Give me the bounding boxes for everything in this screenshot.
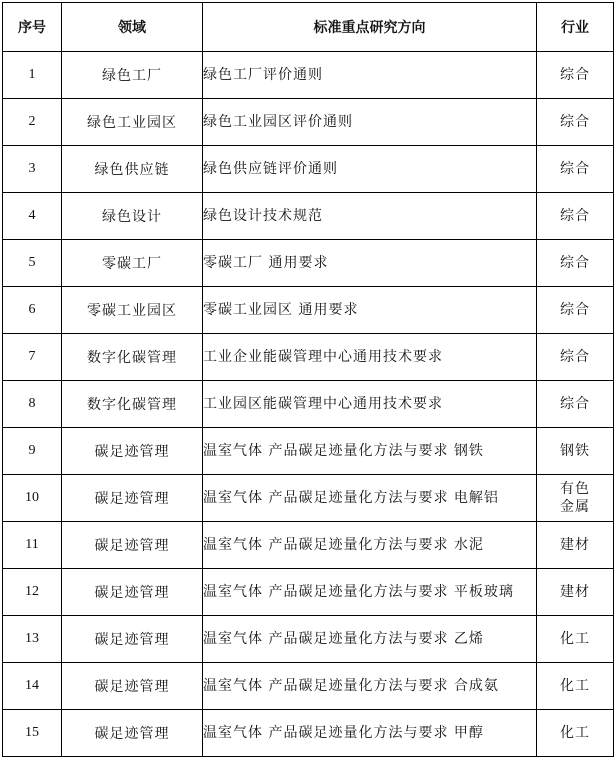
table-row: [3, 193, 614, 240]
cell-industry: [537, 475, 614, 522]
cell-no: 15: [3, 710, 62, 757]
cell-field: 碳足迹管理: [62, 475, 203, 522]
cell-no: 9: [3, 428, 62, 475]
cell-no: 13: [3, 616, 62, 663]
standards-table-container: [2, 2, 613, 757]
cell-direction: 绿色工厂评价通则: [203, 52, 537, 99]
cell-industry: [537, 99, 614, 146]
cell-industry: [537, 569, 614, 616]
industry-label: 综合: [560, 208, 590, 224]
table-row: [3, 522, 614, 569]
cell-field: 零碳工业园区: [62, 287, 203, 334]
industry-label: 化工: [560, 631, 590, 647]
table-row: [3, 710, 614, 757]
industry-label: 综合: [560, 161, 590, 177]
industry-label: 综合: [560, 302, 590, 318]
cell-no: 14: [3, 663, 62, 710]
cell-direction: 温室气体 产品碳足迹量化方法与要求 甲醇: [203, 710, 537, 757]
table-row: [3, 616, 614, 663]
cell-no: 11: [3, 522, 62, 569]
cell-direction: 绿色供应链评价通则: [203, 146, 537, 193]
cell-field: 零碳工厂: [62, 240, 203, 287]
cell-industry: [537, 146, 614, 193]
cell-industry: [537, 193, 614, 240]
cell-field: 碳足迹管理: [62, 663, 203, 710]
cell-direction: 零碳工厂 通用要求: [203, 240, 537, 287]
industry-label: 综合: [560, 114, 590, 130]
cell-direction: 零碳工业园区 通用要求: [203, 287, 537, 334]
header-no: 序号: [3, 3, 62, 52]
table-row: [3, 381, 614, 428]
table-row: [3, 334, 614, 381]
table-row: [3, 52, 614, 99]
cell-field: 碳足迹管理: [62, 569, 203, 616]
cell-field: 绿色设计: [62, 193, 203, 240]
cell-direction: 绿色设计技术规范: [203, 193, 537, 240]
cell-field: 碳足迹管理: [62, 428, 203, 475]
cell-no: 12: [3, 569, 62, 616]
cell-industry: [537, 710, 614, 757]
cell-no: 2: [3, 99, 62, 146]
table-row: [3, 569, 614, 616]
cell-direction: 工业企业能碳管理中心通用技术要求: [203, 334, 537, 381]
industry-label: 钢铁: [560, 443, 590, 459]
cell-direction: 温室气体 产品碳足迹量化方法与要求 平板玻璃: [203, 569, 537, 616]
cell-industry: [537, 663, 614, 710]
cell-no: 8: [3, 381, 62, 428]
cell-field: 绿色工厂: [62, 52, 203, 99]
industry-label: 建材: [560, 584, 590, 600]
industry-label: 有色金属: [560, 481, 590, 515]
cell-direction: 温室气体 产品碳足迹量化方法与要求 乙烯: [203, 616, 537, 663]
cell-field: 绿色供应链: [62, 146, 203, 193]
cell-no: 3: [3, 146, 62, 193]
table-row: [3, 146, 614, 193]
cell-field: 碳足迹管理: [62, 616, 203, 663]
cell-industry: [537, 287, 614, 334]
industry-label: 建材: [560, 537, 590, 553]
standards-table: [2, 2, 614, 757]
cell-field: 绿色工业园区: [62, 99, 203, 146]
industry-label: 综合: [560, 67, 590, 83]
cell-no: 4: [3, 193, 62, 240]
industry-label: 综合: [560, 349, 590, 365]
cell-field: 碳足迹管理: [62, 710, 203, 757]
table-row: [3, 663, 614, 710]
header-field: 领域: [62, 3, 203, 52]
industry-label: 综合: [560, 255, 590, 271]
industry-label: 化工: [560, 725, 590, 741]
header-industry: 行业: [537, 3, 614, 52]
cell-direction: 温室气体 产品碳足迹量化方法与要求 合成氨: [203, 663, 537, 710]
cell-no: 1: [3, 52, 62, 99]
table-row: [3, 99, 614, 146]
cell-no: 5: [3, 240, 62, 287]
table-row: [3, 428, 614, 475]
cell-direction: 温室气体 产品碳足迹量化方法与要求 水泥: [203, 522, 537, 569]
cell-direction: 工业园区能碳管理中心通用技术要求: [203, 381, 537, 428]
industry-label: 化工: [560, 678, 590, 694]
header-direction: 标准重点研究方向: [203, 3, 537, 52]
cell-industry: [537, 334, 614, 381]
cell-no: 6: [3, 287, 62, 334]
table-row: [3, 475, 614, 522]
cell-direction: 温室气体 产品碳足迹量化方法与要求 钢铁: [203, 428, 537, 475]
table-header-row: [3, 3, 614, 52]
cell-industry: [537, 522, 614, 569]
industry-label: 综合: [560, 396, 590, 412]
cell-field: 碳足迹管理: [62, 522, 203, 569]
cell-direction: 绿色工业园区评价通则: [203, 99, 537, 146]
cell-field: 数字化碳管理: [62, 334, 203, 381]
cell-direction: 温室气体 产品碳足迹量化方法与要求 电解铝: [203, 475, 537, 522]
cell-industry: [537, 240, 614, 287]
cell-industry: [537, 428, 614, 475]
cell-industry: [537, 52, 614, 99]
cell-field: 数字化碳管理: [62, 381, 203, 428]
cell-industry: [537, 616, 614, 663]
table-row: [3, 240, 614, 287]
table-row: [3, 287, 614, 334]
cell-no: 7: [3, 334, 62, 381]
cell-industry: [537, 381, 614, 428]
cell-no: 10: [3, 475, 62, 522]
